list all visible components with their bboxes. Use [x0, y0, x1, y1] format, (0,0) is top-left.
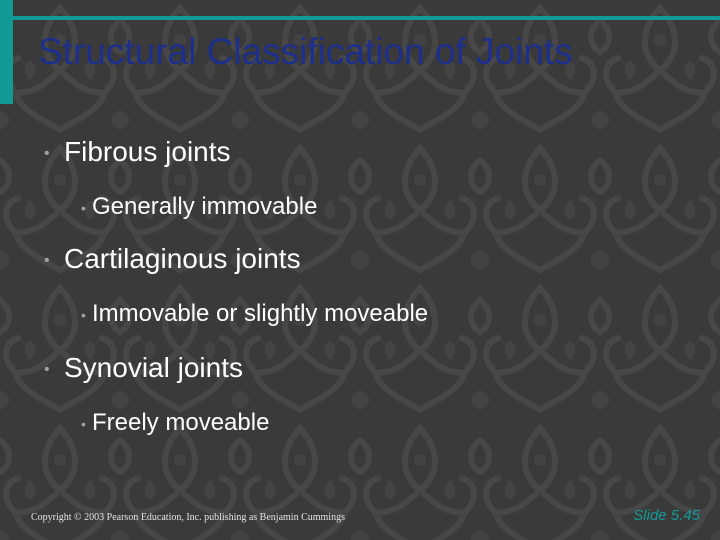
slide-title: Structural Classification of Joints [38, 31, 573, 72]
sub-bullet-item [81, 409, 270, 437]
bullet-dot-icon: • [81, 416, 86, 432]
bullet-item [44, 136, 231, 168]
copyright-notice: Copyright © 2003 Pearson Education, Inc. publishing as Benjamin Cummings [31, 512, 345, 523]
bullet-item [44, 352, 243, 384]
bullet-text: Cartilaginous joints [64, 243, 301, 274]
bullet-text: Synovial joints [64, 352, 243, 383]
sub-bullet-item [81, 193, 318, 221]
bullet-dot-icon: • [44, 252, 50, 269]
sub-bullet-text: Freely moveable [92, 409, 270, 436]
bullet-dot-icon: • [44, 145, 50, 162]
bullet-text: Fibrous joints [64, 136, 231, 167]
bullet-dot-icon: • [81, 307, 86, 323]
sub-bullet-item [81, 300, 429, 328]
slide-number: Slide 5.45 [633, 507, 700, 524]
bullet-item [44, 243, 301, 275]
sub-bullet-text: Immovable or slightly moveable [92, 300, 429, 327]
sub-bullet-text: Generally immovable [92, 193, 318, 220]
bullet-dot-icon: • [81, 200, 86, 216]
bullet-dot-icon: • [44, 361, 50, 378]
